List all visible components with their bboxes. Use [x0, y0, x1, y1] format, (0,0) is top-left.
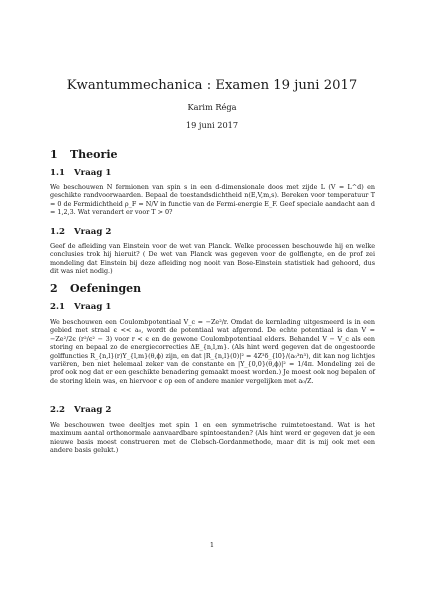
subsection-number: 1.2: [50, 227, 65, 237]
paragraph-1-2: [50, 242, 375, 276]
subsection-number: 1.1: [50, 168, 65, 178]
subsection-heading-1-1: [50, 168, 111, 178]
paragraph-2-1: [50, 318, 375, 385]
subsection-title: Vraag 2: [74, 227, 112, 237]
section-heading-oefeningen: [50, 282, 141, 295]
paragraph-text: We beschouwen een Coulombpotentiaal V_c = −Ze²/r. Omdat de kernlading uitgesmeerd is in een gebied met straal ϵ << a₀, wordt de potentiaal wat afgerond. De echte potentiaal is dan V = −Ze²/2ϵ (r²/ϵ² − 3) voor r < ϵ en de gewone Coulombpotentiaal elders. Behandel V − V_c als een storing en bepaal zo de energiecorrecties ΔE_{n,l,m}. (Als hint werd gegeven dat de ongestoorde golffuncties R_{n,l}(r)Y_{l,m}(θ,ϕ) zijn, en dat |R_{n,l}(0)|² = 4Z³δ_{l0}/(a₀³n³), dit kan nog lichtjes variëren, ben niet helemaal zeker van de constante en |Y_{0,0}(θ,ϕ)|² = 1/4π. Mondeling zei de prof ook nog dat er een geschikte benadering gemaakt moest worden.) Je moest ook nog bepalen of de storing klein was, en hiervoor ϵ op een of andere manier vergelijken met a₀/Z.: [50, 318, 375, 385]
section-number: 1: [50, 148, 58, 161]
paragraph-text: We beschouwen twee deeltjes met spin 1 en een symmetrische ruimtetoestand. Wat is het maximum aantal orthonormale aanvaardbare spintoestanden? (Als hint werd er gegeven dat je een nieuwe basis moest construeren met de Clebsch-Gordanmethode, maar dit is mij ook met een andere basis gelukt.): [50, 421, 375, 455]
paragraph-text: We beschouwen N fermionen van spin s in een d-dimensionale doos met zijde L (V = L^d) en geschikte randvoorwaarden. Bepaal de toestandsdichtheid n(E,V,m,s). Bereken voor temperatuur T = 0 de Fermidichtheid ρ_F = N/V in functie van de Fermi-energie E_F. Geef speciale aandacht aan d = 1,2,3. Wat verandert er voor T > 0?: [50, 183, 375, 217]
document-date: 19 juni 2017: [185, 120, 239, 130]
author-name: Karim Réga: [187, 102, 237, 112]
section-title: Theorie: [70, 148, 118, 161]
page-number: 1: [209, 541, 215, 549]
subsection-number: 2.2: [50, 405, 65, 415]
subsection-title: Vraag 2: [74, 405, 112, 415]
subsection-number: 2.1: [50, 302, 65, 312]
subsection-title: Vraag 1: [74, 168, 112, 178]
paragraph-2-2: [50, 421, 375, 455]
subsection-heading-1-2: [50, 227, 111, 237]
section-number: 2: [50, 282, 58, 295]
subsection-heading-2-2: [50, 405, 111, 415]
document-title: Kwantummechanica : Examen 19 juni 2017: [66, 78, 358, 93]
subsection-heading-2-1: [50, 302, 111, 312]
subsection-title: Vraag 1: [74, 302, 112, 312]
section-title: Oefeningen: [70, 282, 142, 295]
paragraph-text: Geef de afleiding van Einstein voor de wet van Planck. Welke processen beschouwde hij en welke conclusies trok hij hieruit? ( De wet van Planck was gegeven voor de golflengte, en de prof zei mondeling dat Einstein bij deze afleiding nog nooit van Bose-Einstein statistiek had gehoord, dus dit was niet nodig.): [50, 242, 375, 276]
section-heading-theorie: [50, 148, 118, 161]
paragraph-1-1: [50, 183, 375, 217]
